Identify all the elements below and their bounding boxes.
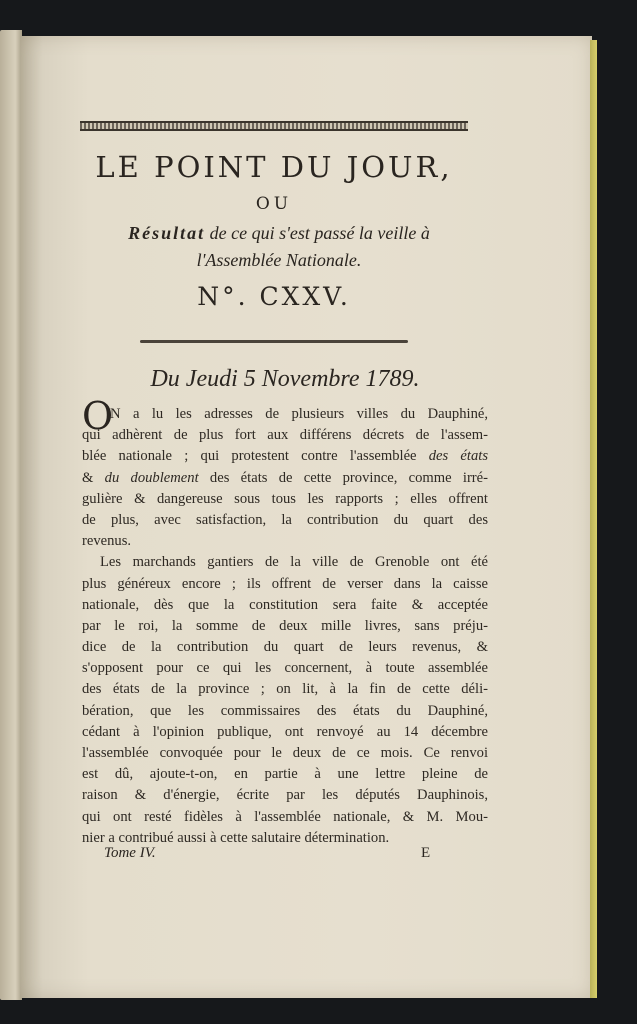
- text-line: des états de la province ; on lit, à la fin de cette déli-: [82, 681, 488, 698]
- italic-phrase: du doublement: [104, 469, 199, 486]
- text-line: nationale, dès que la constitution sera faite & acceptée: [82, 596, 488, 613]
- text-line: blée nationale ; qui protestent contre l'assemblée des états: [82, 448, 488, 465]
- subtitle-lead-word: Résultat: [128, 223, 206, 243]
- issue-number: N°. CXXV.: [197, 282, 351, 311]
- text-line: cédant à l'opinion publique, ont renvoyé au 14 décembre: [82, 723, 488, 740]
- text-line: N a lu les adresses de plusieurs villes du Dauphiné,: [110, 406, 488, 422]
- text-line: gulière & dangereuse sous tous les rapports ; elles offrent: [82, 490, 488, 507]
- drop-cap: O: [82, 394, 114, 438]
- previous-page-edge: [0, 30, 22, 1000]
- text-line: raison & d'énergie, écrite par les députés Dauphinois,: [82, 787, 488, 804]
- article-body: [82, 404, 488, 849]
- text-line: dice de la contribution du quart de leurs revenus, &: [82, 639, 488, 656]
- issue-date: Du Jeudi 5 Novembre 1789.: [150, 366, 420, 392]
- volume-label: Tome IV.: [104, 845, 156, 861]
- page-fore-edge: [590, 40, 597, 998]
- text-line: de plus, avec satisfaction, la contribution du quart des: [82, 511, 488, 528]
- text-line: l'assemblée convoquée pour le deux de ce mois. Ce renvoi: [82, 745, 488, 761]
- text-line: Les marchands gantiers de la ville de Grenoble ont été: [100, 554, 488, 571]
- text-line: nier a contribué aussi à cette salutaire détermination.: [82, 829, 390, 846]
- italic-phrase: des états: [428, 448, 488, 465]
- text-line: qui ont resté fidèles à l'assemblée nationale, & M. Mou-: [82, 808, 488, 825]
- subtitle-line-two: l'Assemblée Nationale.: [196, 250, 362, 270]
- signature-mark: E: [421, 845, 431, 861]
- text-line: plus généreux encore ; ils offrent de verser dans la caisse: [82, 575, 488, 592]
- divider-rule: [140, 340, 408, 343]
- text-line: est dû, ajoute-t-on, en partie à une lettre pleine de: [82, 766, 488, 783]
- text-line: s'opposent pour ce qui les concernent, à toute assemblée: [82, 660, 488, 677]
- text-line: qui adhèrent de plus fort aux différens décrets de l'assem-: [82, 427, 488, 444]
- subtitle-text: de ce qui s'est passé la veille à: [209, 223, 430, 243]
- ornamental-rule-top: [80, 121, 468, 131]
- newspaper-title: LE POINT DU JOUR,: [95, 150, 453, 184]
- text-line: & du doublement des états de cette province, comme irré-: [82, 469, 488, 486]
- text-line: bération, que les commissaires des états du Dauphiné,: [82, 702, 488, 719]
- text-line: revenus.: [82, 533, 132, 550]
- title-conjunction: OU: [255, 194, 293, 214]
- text-line: par le roi, la somme de deux mille livres, sans préju-: [82, 617, 488, 634]
- newspaper-subtitle: [74, 220, 484, 274]
